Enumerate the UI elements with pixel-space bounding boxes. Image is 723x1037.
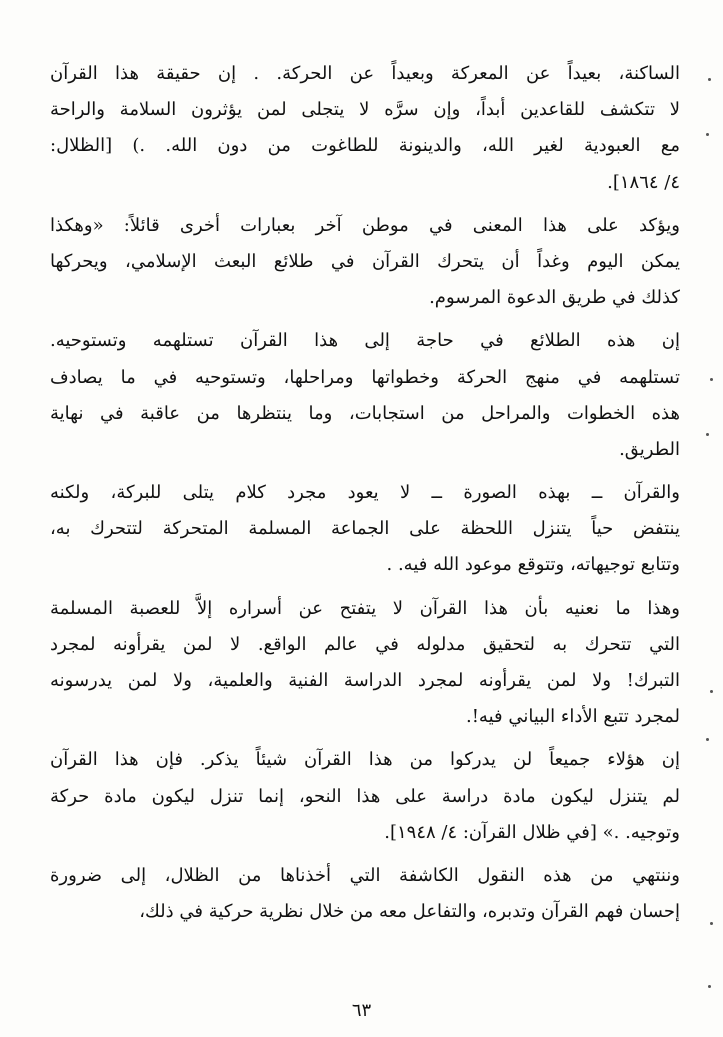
- text-line: كذلك في طريق الدعوة المرسوم.: [429, 287, 680, 309]
- text-line: إحسان فهم القرآن وتدبره، والتفاعل معه من خلال نظرية حركية في ذلك،: [139, 901, 680, 923]
- margin-mark: [706, 738, 709, 741]
- text-line: وننتهي من هذه النقول الكاشفة التي أخذناها من الظلال، إلى ضرورة: [50, 864, 680, 886]
- margin-mark: [706, 433, 709, 436]
- text-line: والقرآن ــ بهذه الصورة ــ لا يعود مجرد كلام يتلى للبركة، ولكنه: [50, 482, 680, 504]
- paragraph: [50, 858, 680, 930]
- text-line: التي تتحرك به لتحقيق مدلوله في عالم الواقع. لا لمن يقرأونه لمجرد: [50, 633, 680, 655]
- paragraph: [50, 475, 680, 584]
- text-line: وتوجيه. .» [في ظلال القرآن: ٤/ ١٩٤٨].: [384, 821, 680, 843]
- margin-mark: [710, 690, 713, 693]
- text-line: ينتفض حياً يتنزل اللحظة على الجماعة المسلمة المتحركة لتتحرك به،: [50, 518, 680, 540]
- body-text: [50, 56, 680, 930]
- text-line: ويؤكد على هذا المعنى في موطن آخر بعبارات أخرى قائلاً: «وهكذا: [50, 214, 680, 236]
- text-line: وهذا ما نعنيه بأن هذا القرآن لا يتفتح عن أسراره إلاَّ للعصبة المسلمة: [50, 597, 680, 619]
- text-line: التبرك! ولا لمن يقرأونه لمجرد الدراسة الفنية والعلمية، ولا لمن يدرسونه: [50, 670, 680, 691]
- margin-mark: [706, 133, 709, 136]
- paragraph: [50, 591, 680, 736]
- page-number: ٦٣: [351, 1000, 372, 1021]
- text-line: هذه الخطوات والمراحل من استجابات، وما ينتظرها من عاقبة في نهاية: [50, 402, 680, 424]
- text-line: لا تتكشف للقاعدين أبداً، وإن سرَّه لا يتجلى لمن يؤثرون السلامة والراحة: [50, 99, 680, 121]
- text-line: تستلهمه في منهج الحركة وخطواتها ومراحلها، وتستوحيه في ما يصادف: [50, 366, 680, 388]
- margin-mark: [710, 378, 713, 381]
- margin-mark: [708, 985, 711, 988]
- text-line: إن هؤلاء جميعاً لن يدركوا من هذا القرآن شيئاً يذكر. فإن هذا القرآن: [50, 749, 680, 771]
- text-line: إن هذه الطلائع في حاجة إلى هذا القرآن تستلهمه وتستوحيه.: [50, 330, 680, 352]
- paragraph: [50, 56, 680, 201]
- margin-mark: [710, 922, 713, 925]
- text-line: وتتابع توجيهاته، وتتوقع موعود الله فيه. .: [386, 554, 680, 576]
- text-line: مع العبودية لغير الله، والدينونة للطاغوت من دون الله. .) [الظلال:: [50, 135, 680, 157]
- text-line: الطريق.: [619, 438, 680, 460]
- paragraph: [50, 742, 680, 851]
- text-line: يمكن اليوم وغداً أن يتحرك القرآن في طلائع البعث الإسلامي، ويحركها: [50, 250, 680, 272]
- text-line: ٤/ ١٨٦٤].: [607, 171, 680, 193]
- margin-mark: [708, 78, 711, 81]
- text-line: لمجرد تتبع الأداء البياني فيه!.: [465, 706, 680, 728]
- paragraph: [50, 208, 680, 317]
- text-line: الساكنة، بعيداً عن المعركة وبعيداً عن الحركة. . إن حقيقة هذا القرآن: [50, 63, 680, 84]
- text-line: لم يتنزل ليكون مادة دراسة على هذا النحو، إنما تنزل ليكون مادة حركة: [50, 785, 680, 807]
- paragraph: [50, 323, 680, 468]
